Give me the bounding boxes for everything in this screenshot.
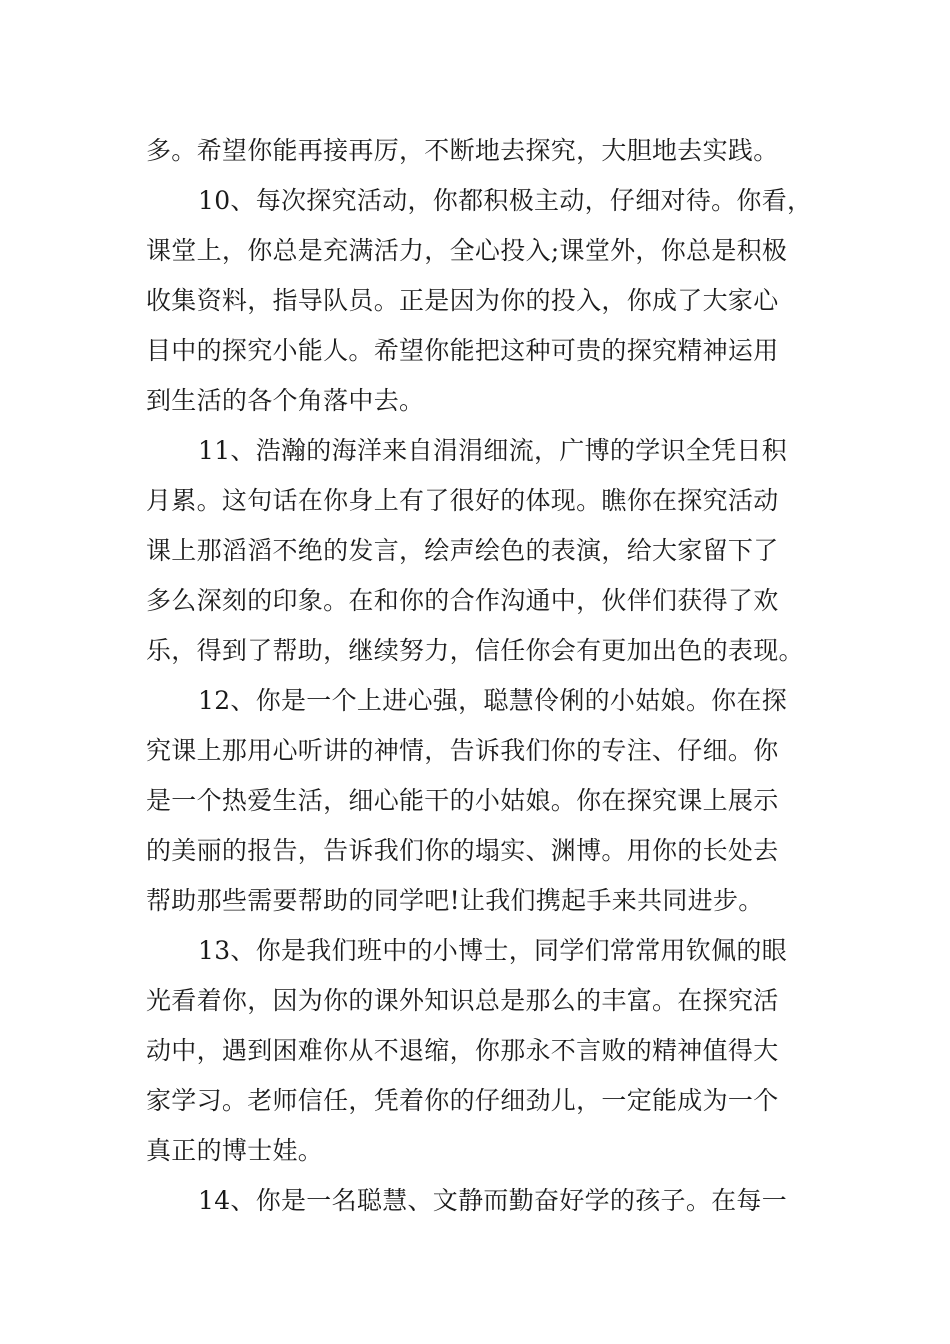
- text-line: 家学习。老师信任，凭着你的仔细劲儿，一定能成为一个: [146, 1086, 779, 1115]
- text-line: 动中，遇到困难你从不退缩，你那永不言败的精神值得大: [146, 1036, 779, 1065]
- paragraph-12-start: 12、你是一个上进心强，聪慧伶俐的小姑娘。你在探: [198, 686, 788, 715]
- text-line: 收集资料，指导队员。正是因为你的投入，你成了大家心: [146, 286, 779, 315]
- paragraph-11-start: 11、浩瀚的海洋来自涓涓细流，广博的学识全凭日积: [198, 436, 788, 465]
- text-line: 究课上那用心听讲的神情，告诉我们你的专注、仔细。你: [146, 736, 779, 765]
- text-line: 光看着你，因为你的课外知识总是那么的丰富。在探究活: [146, 986, 779, 1015]
- paragraph-10-start: 10、每次探究活动，你都积极主动，仔细对待。你看，: [198, 186, 813, 215]
- text-line: 多么深刻的印象。在和你的合作沟通中，伙伴们获得了欢: [146, 586, 779, 615]
- text-line: 的美丽的报告，告诉我们你的塌实、渊博。用你的长处去: [146, 836, 779, 865]
- paragraph-14-start: 14、你是一名聪慧、文静而勤奋好学的孩子。在每一: [198, 1186, 788, 1215]
- text-line: 课堂上，你总是充满活力，全心投入;课堂外，你总是积极: [146, 236, 788, 265]
- text-line: 目中的探究小能人。希望你能把这种可贵的探究精神运用: [146, 336, 779, 365]
- text-line: 月累。这句话在你身上有了很好的体现。瞧你在探究活动: [146, 486, 779, 515]
- text-line: 帮助那些需要帮助的同学吧!让我们携起手来共同进步。: [146, 886, 764, 915]
- text-line: 到生活的各个角落中去。: [146, 386, 425, 415]
- text-line: 真正的博士娃。: [146, 1136, 324, 1165]
- text-line: 乐，得到了帮助，继续努力，信任你会有更加出色的表现。: [146, 636, 804, 665]
- paragraph-13-start: 13、你是我们班中的小博士，同学们常常用钦佩的眼: [198, 936, 788, 965]
- text-line: 多。希望你能再接再厉，不断地去探究，大胆地去实践。: [146, 136, 779, 165]
- text-line: 课上那滔滔不绝的发言，绘声绘色的表演，给大家留下了: [146, 536, 779, 565]
- text-line: 是一个热爱生活，细心能干的小姑娘。你在探究课上展示: [146, 786, 779, 815]
